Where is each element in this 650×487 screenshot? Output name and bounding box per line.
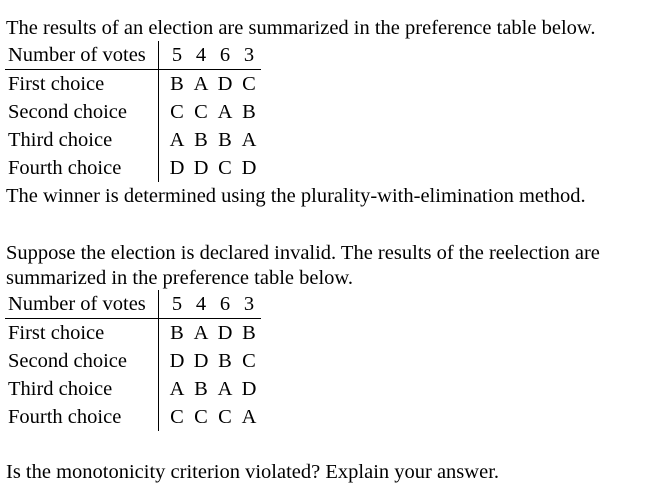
candidate-cell: A xyxy=(217,378,233,400)
question-text: Is the monotonicity criterion violated? Explain your answer. xyxy=(6,461,500,483)
candidate-cell: D xyxy=(217,73,233,95)
candidate-cell: B xyxy=(242,101,256,123)
votes-count: 6 xyxy=(213,290,237,319)
candidate-cell: A xyxy=(241,129,257,151)
candidate-cell: D xyxy=(217,322,233,344)
table-row xyxy=(5,403,261,431)
candidate-cell: B xyxy=(242,322,256,344)
votes-count: 4 xyxy=(189,41,213,70)
votes-count: 3 xyxy=(237,290,261,319)
candidate-cell: A xyxy=(169,129,185,151)
table-row xyxy=(5,319,261,348)
row-label: First choice xyxy=(5,70,159,99)
table-row xyxy=(5,98,261,126)
votes-count: 3 xyxy=(237,41,261,70)
candidate-cell: C xyxy=(170,406,184,428)
votes-header-label: Number of votes xyxy=(5,41,159,70)
candidate-cell: C xyxy=(218,406,232,428)
candidate-cell: D xyxy=(241,378,257,400)
candidate-cell: D xyxy=(241,157,257,179)
preference-table-2 xyxy=(5,290,261,431)
candidate-cell: B xyxy=(194,378,208,400)
row-label: Second choice xyxy=(5,347,159,375)
candidate-cell: A xyxy=(193,322,209,344)
votes-count: 5 xyxy=(159,290,190,319)
reelection-text-line-1: Suppose the election is declared invalid. The results of the reelection are xyxy=(6,242,600,264)
candidate-cell: B xyxy=(194,129,208,151)
candidate-cell: A xyxy=(193,73,209,95)
candidate-cell: D xyxy=(193,350,209,372)
votes-header-label: Number of votes xyxy=(5,290,159,319)
votes-count: 5 xyxy=(159,41,190,70)
table-row xyxy=(5,154,261,182)
candidate-cell: C xyxy=(194,101,208,123)
candidate-cell: B xyxy=(218,350,232,372)
candidate-cell: C xyxy=(242,73,256,95)
row-label: Fourth choice xyxy=(5,154,159,182)
row-label: Third choice xyxy=(5,375,159,403)
row-label: Fourth choice xyxy=(5,403,159,431)
intro-text: The results of an election are summarized in the preference table below. xyxy=(6,17,596,39)
table-row xyxy=(5,347,261,375)
table-row xyxy=(5,126,261,154)
preference-table-1 xyxy=(5,41,261,182)
table-row xyxy=(5,375,261,403)
candidate-cell: B xyxy=(218,129,232,151)
candidate-cell: A xyxy=(241,406,257,428)
table-row xyxy=(5,70,261,99)
candidate-cell: C xyxy=(194,406,208,428)
candidate-cell: D xyxy=(169,157,185,179)
reelection-text-line-2: summarized in the preference table below. xyxy=(6,267,354,289)
candidate-cell: B xyxy=(170,73,184,95)
candidate-cell: D xyxy=(193,157,209,179)
row-label: Third choice xyxy=(5,126,159,154)
table-header-row xyxy=(5,41,261,70)
votes-count: 4 xyxy=(189,290,213,319)
candidate-cell: A xyxy=(169,378,185,400)
method-text: The winner is determined using the plurality-with-elimination method. xyxy=(6,185,586,207)
candidate-cell: B xyxy=(170,322,184,344)
candidate-cell: D xyxy=(169,350,185,372)
candidate-cell: C xyxy=(242,350,256,372)
votes-count: 6 xyxy=(213,41,237,70)
table-header-row xyxy=(5,290,261,319)
row-label: Second choice xyxy=(5,98,159,126)
candidate-cell: C xyxy=(218,157,232,179)
candidate-cell: C xyxy=(170,101,184,123)
row-label: First choice xyxy=(5,319,159,348)
candidate-cell: A xyxy=(217,101,233,123)
